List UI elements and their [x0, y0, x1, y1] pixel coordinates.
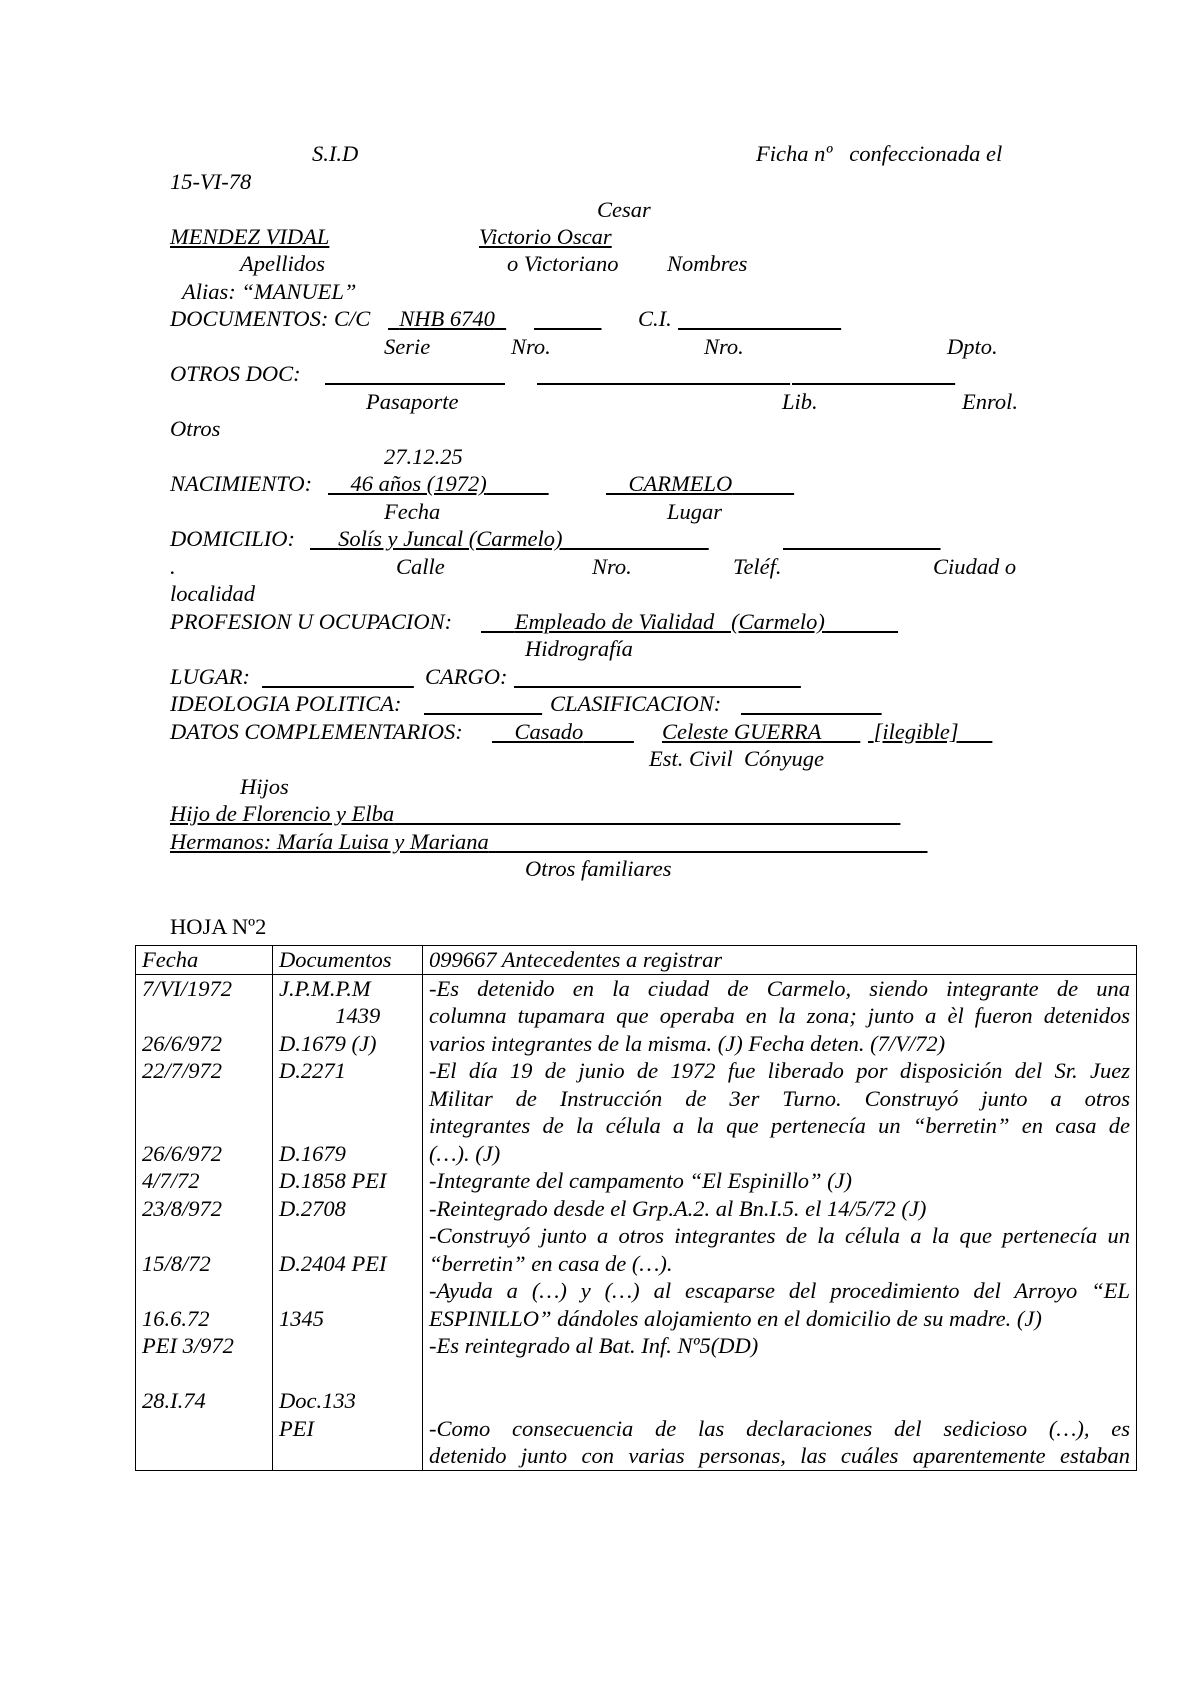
hermanos-field: [170, 828, 928, 855]
fecha-entry: [142, 1277, 266, 1305]
documentos-blank: [534, 305, 602, 332]
given-name-value: Victorio Oscar: [479, 224, 612, 249]
antecedente-line: columna tupamara que operaba en la zona; junto a èl fueron detenidos: [429, 1003, 1130, 1028]
lugar-label: LUGAR:: [170, 664, 250, 689]
documento-entry: 1439: [279, 1003, 381, 1028]
documento-entry: J.P.M.P.M: [279, 975, 371, 1001]
cargo-label: CARGO:: [425, 664, 508, 689]
documento-entry: D.2271: [279, 1058, 346, 1083]
documento-entry: D.1679 (J): [279, 1030, 377, 1056]
otros-doc-label: OTROS DOC:: [170, 361, 301, 386]
documento-entry: Doc.133: [279, 1388, 356, 1413]
alias-label: Alias: “MANUEL”: [182, 279, 357, 304]
fecha-entry: 23/8/972: [142, 1195, 223, 1221]
lib-label: Lib.: [782, 389, 818, 414]
col-documentos-header: Documentos: [273, 946, 423, 975]
fecha-entry: [142, 1442, 266, 1470]
antecedente-line: -Reintegrado desde el Grp.A.2. al Bn.I.5. el 14/5/72 (J): [429, 1195, 927, 1221]
nacimiento-fecha-value: 46 años (1972): [350, 471, 487, 496]
otros-doc-blank-1: [325, 360, 505, 387]
col-fecha-header: Fecha: [136, 946, 273, 975]
hoja-title: HOJA Nº2: [170, 914, 267, 939]
cargo-blank: [514, 663, 801, 690]
antecedente-line: [429, 1360, 1130, 1388]
ilegible-value: [ilegible]: [873, 719, 959, 744]
documentos-cc-value: NHB 6740: [399, 306, 495, 331]
complementarios-label: DATOS COMPLEMENTARIOS:: [170, 719, 463, 744]
padres-field: [170, 800, 900, 827]
antecedente-line: “berretin” en casa de (…).: [429, 1250, 673, 1276]
clasificacion-blank: [741, 690, 882, 717]
given-name-alt: o Victoriano: [507, 251, 619, 276]
documento-entry: D.1679: [279, 1140, 346, 1166]
documento-entry: [279, 1332, 416, 1360]
antecedentes-table: [135, 945, 1137, 1471]
table-header-row: [136, 946, 1137, 975]
ideologia-label: IDEOLOGIA POLITICA:: [170, 691, 402, 716]
sid-label: S.I.D: [312, 141, 359, 166]
documento-entry: D.2404 PEI: [279, 1250, 387, 1276]
ciudad-label: Ciudad o: [933, 554, 1017, 579]
table-body-row: [136, 974, 1137, 1470]
fecha-entry: [142, 1360, 266, 1388]
documento-entry: [279, 1360, 416, 1388]
fecha-entry: 16.6.72: [142, 1305, 210, 1331]
antecedente-line: ESPINILLO” dándoles alojamiento en el domicilio de su madre. (J): [429, 1305, 1042, 1331]
antecedente-line: detenido junto con varias personas, las cuáles aparentemente estaban: [429, 1443, 1130, 1468]
antecedente-line: [429, 1387, 1130, 1415]
antecedente-line: (…). (J): [429, 1140, 501, 1166]
domicilio-field: [310, 525, 709, 552]
antecedente-line: integrantes de la célula a la que pertenecía un “berretin” en casa de: [429, 1113, 1130, 1138]
antecedentes-cell: [423, 974, 1137, 1470]
fecha-entry: 26/6/972: [142, 1030, 223, 1056]
fecha-entry: PEI 3/972: [142, 1333, 234, 1358]
ficha-date: 15-VI-78: [170, 169, 252, 194]
hijos-label: Hijos: [240, 774, 289, 799]
estado-civil-field: [492, 718, 634, 745]
antecedente-line: -Es detenido en la ciudad de Carmelo, siendo integrante de una: [429, 975, 1130, 1001]
documento-entry: [279, 1085, 416, 1113]
profesion-value: Empleado de Vialidad (Carmelo): [514, 609, 825, 634]
conyuge-field: [662, 718, 860, 745]
calle-label: Calle: [396, 554, 445, 579]
fecha-entry: [142, 1415, 266, 1443]
antecedente-line: -Es reintegrado al Bat. Inf. Nº5(DD): [429, 1333, 759, 1358]
antecedente-line: varios integrantes de la misma. (J) Fecha deten. (7/V/72): [429, 1030, 946, 1056]
fecha-entry: [142, 1222, 266, 1250]
fecha-entry: 7/VI/1972: [142, 975, 232, 1001]
clasificacion-label: CLASIFICACION:: [550, 691, 722, 716]
nacimiento-label: NACIMIENTO:: [170, 471, 313, 496]
antecedente-line: Militar de Instrucción de 3er Turno. Construyó junto a otros: [429, 1085, 1130, 1111]
documentos-label: DOCUMENTOS: C/C: [170, 306, 371, 331]
estcivil-conyuge-label: Est. Civil Cónyuge: [649, 746, 824, 771]
nro-label-2: Nro.: [704, 334, 744, 359]
antecedente-line: -Construyó junto a otros integrantes de la célula a la que pertenecía un: [429, 1223, 1130, 1248]
domicilio-value: Solís y Juncal (Carmelo): [338, 526, 563, 551]
enrol-label: Enrol.: [962, 389, 1019, 414]
documento-entry: D.1858 PEI: [279, 1168, 387, 1193]
telef-label: Teléf.: [733, 554, 782, 579]
documentos-value: [388, 305, 506, 332]
documento-entry: [279, 1277, 416, 1305]
hermanos-value: Hermanos: María Luisa y Mariana: [170, 829, 489, 854]
documento-entry: 1345: [279, 1305, 324, 1331]
domicilio-dot: .: [170, 554, 176, 579]
nacimiento-lugar-value: CARMELO: [628, 471, 733, 496]
ideologia-blank: [424, 690, 542, 717]
profesion-sub: Hidrografía: [525, 636, 633, 661]
documento-entry: [279, 1112, 416, 1140]
documentos-cell: [273, 974, 423, 1470]
profesion-label: PROFESION U OCUPACION:: [170, 609, 453, 634]
fecha-entry: [142, 1085, 266, 1113]
ilegible-field: [868, 718, 992, 745]
antecedente-line: -Integrante del campamento “El Espinillo” (J): [429, 1168, 853, 1193]
lugar-sub-label: Lugar: [667, 499, 723, 524]
otros-doc-blank-3: [792, 360, 955, 387]
antecedente-line: -El día 19 de junio de 1972 fue liberado por disposición del Sr. Juez: [429, 1058, 1130, 1083]
fecha-entry: [142, 1002, 266, 1030]
fecha-entry: 22/7/972: [142, 1058, 223, 1083]
padres-value: Hijo de Florencio y Elba: [170, 801, 395, 826]
otros-doc-blank-2: [537, 360, 790, 387]
ci-label: C.I.: [638, 306, 672, 331]
otros-label: Otros: [170, 416, 221, 441]
fecha-entry: 4/7/72: [142, 1168, 200, 1193]
fecha-entry: 26/6/972: [142, 1140, 223, 1166]
surname-value: MENDEZ VIDAL: [170, 224, 330, 249]
fecha-entry: [142, 1112, 266, 1140]
documento-entry: [279, 1222, 416, 1250]
serie-label: Serie: [384, 334, 431, 359]
domicilio-nro-label: Nro.: [592, 554, 632, 579]
lugar-blank: [262, 663, 414, 690]
pasaporte-label: Pasaporte: [366, 389, 459, 414]
fecha-entry: 15/8/72: [142, 1250, 211, 1276]
localidad-label: localidad: [170, 581, 255, 606]
otros-familiares-label: Otros familiares: [525, 856, 672, 881]
nacimiento-fecha: [328, 470, 549, 497]
fecha-label: Fecha: [384, 499, 441, 524]
nombres-label: Nombres: [667, 251, 748, 276]
domicilio-blank: [783, 525, 941, 552]
antecedente-line: -Ayuda a (…) y (…) al escaparse del procedimiento del Arroyo “EL: [429, 1278, 1130, 1303]
estado-civil-value: Casado: [514, 719, 584, 744]
name-alt-cesar: Cesar: [597, 197, 651, 222]
dpto-label: Dpto.: [947, 334, 998, 359]
col-antecedentes-header: 099667 Antecedentes a registrar: [423, 946, 1137, 975]
fecha-entry: 28.I.74: [142, 1388, 206, 1413]
fechas-cell: [136, 974, 273, 1470]
apellidos-label: Apellidos: [240, 251, 325, 276]
domicilio-label: DOMICILIO:: [170, 526, 295, 551]
antecedente-line: -Como consecuencia de las declaraciones del sedicioso (…), es: [429, 1415, 1130, 1441]
ci-blank: [678, 305, 841, 332]
conyuge-value: Celeste GUERRA: [662, 719, 821, 744]
birth-date: 27.12.25: [384, 444, 463, 469]
nro-label-1: Nro.: [511, 334, 551, 359]
profesion-field: [481, 608, 898, 635]
documento-entry: PEI: [279, 1415, 314, 1441]
ficha-label: Ficha nº confeccionada el: [756, 141, 1003, 166]
documento-entry: D.2708: [279, 1195, 346, 1221]
nacimiento-lugar: [606, 470, 794, 497]
documento-entry: [279, 1442, 416, 1470]
